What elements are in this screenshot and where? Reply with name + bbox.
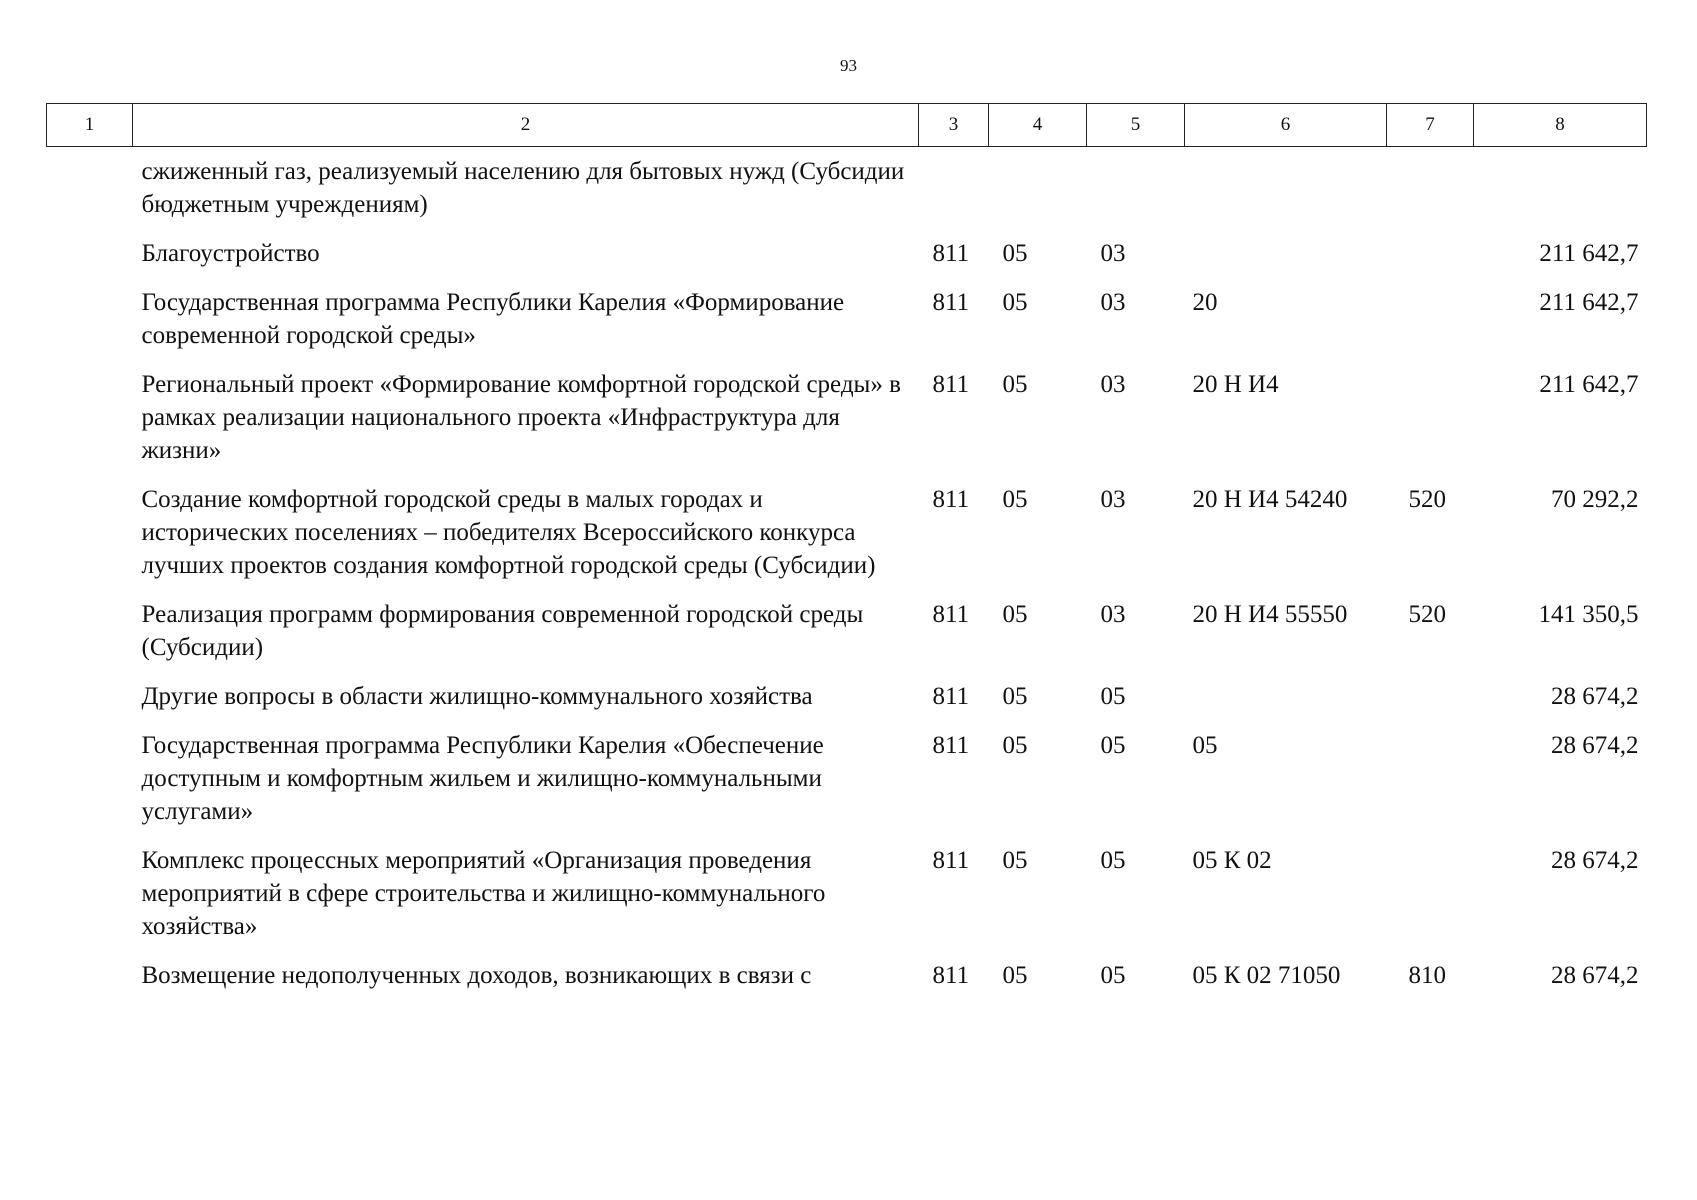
row-target-code [1185,680,1387,729]
row-amount: 28 674,2 [1551,732,1639,759]
row-amount: 70 292,2 [1551,486,1639,513]
row-section-code [989,147,1087,238]
row-amount: 141 350,5 [1538,601,1639,628]
row-section-code: 05 [1002,732,1028,759]
table-row [47,729,1647,844]
row-subsection-code: 03 [1100,240,1126,267]
row-index-cell [47,729,133,844]
row-target-code: 05 К 02 [1192,847,1272,874]
column-header: 5 [1087,104,1185,147]
row-index-cell [47,844,133,959]
row-section-code: 05 [1002,683,1028,710]
column-header: 2 [133,104,919,147]
row-subsection-code: 05 [1100,962,1126,989]
row-expense-type [1387,286,1474,368]
table-row [47,680,1647,729]
row-subsection-code: 05 [1100,732,1126,759]
row-ministry-code: 811 [932,240,970,267]
row-ministry-code: 811 [932,371,970,398]
row-ministry-code: 811 [932,962,970,989]
row-target-code: 05 [1192,732,1218,759]
row-target-code [1185,147,1387,238]
row-subsection-code: 03 [1100,601,1126,628]
row-description: сжиженный газ, реализуемый населению для бытовых нужд (Субсидии бюджетным учреждениям) [141,158,905,218]
row-expense-type: 520 [1408,601,1446,628]
row-section-code: 05 [1002,486,1028,513]
row-target-code: 20 Н И4 54240 [1192,486,1348,513]
row-description: Благоустройство [141,240,320,267]
column-header: 8 [1474,104,1647,147]
row-description: Государственная программа Республики Карелия «Формирование современной городской среды» [141,289,845,349]
table-row [47,483,1647,598]
row-target-code: 20 Н И4 [1192,371,1279,398]
row-index-cell [47,483,133,598]
row-section-code: 05 [1002,289,1028,316]
row-description: Создание комфортной городской среды в малых городах и исторических поселениях – победителях Всероссийского конкурса лучших проектов создания комфортной городской среды (Субсидии) [141,486,876,579]
row-amount: 28 674,2 [1551,683,1639,710]
table-row [47,844,1647,959]
table-row [47,368,1647,483]
row-description: Государственная программа Республики Карелия «Обеспечение доступным и комфортным жильем и жилищно-коммунальными услугами» [141,732,824,825]
row-index-cell [47,959,133,1008]
row-ministry-code: 811 [932,732,970,759]
row-expense-type: 810 [1408,962,1446,989]
row-subsection-code: 03 [1100,486,1126,513]
row-index-cell [47,147,133,238]
column-header: 1 [47,104,133,147]
row-ministry-code: 811 [932,847,970,874]
row-section-code: 05 [1002,371,1028,398]
budget-table [46,103,1647,1008]
row-target-code: 05 К 02 71050 [1192,962,1341,989]
row-subsection-code: 03 [1100,371,1126,398]
row-ministry-code [919,147,989,238]
table-row [47,286,1647,368]
row-description: Другие вопросы в области жилищно-коммунального хозяйства [141,683,813,710]
row-index-cell [47,237,133,286]
row-amount: 211 642,7 [1539,289,1639,316]
table-row [47,959,1647,1008]
row-description: Возмещение недополученных доходов, возникающих в связи с [141,962,812,989]
row-section-code: 05 [1002,847,1028,874]
table-row [47,147,1647,238]
row-subsection-code: 05 [1100,847,1126,874]
row-subsection-code [1087,147,1185,238]
row-ministry-code: 811 [932,683,970,710]
row-section-code: 05 [1002,962,1028,989]
row-section-code: 05 [1002,601,1028,628]
row-ministry-code: 811 [932,289,970,316]
row-section-code: 05 [1002,240,1028,267]
row-description: Реализация программ формирования современной городской среды (Субсидии) [141,601,864,661]
row-index-cell [47,368,133,483]
row-subsection-code: 03 [1100,289,1126,316]
table-row [47,237,1647,286]
row-ministry-code: 811 [932,601,970,628]
column-header: 7 [1387,104,1474,147]
row-subsection-code: 05 [1100,683,1126,710]
row-description: Региональный проект «Формирование комфортной городской среды» в рамках реализации национального проекта «Инфраструктура для жизни» [141,371,901,464]
row-ministry-code: 811 [932,486,970,513]
table-row [47,598,1647,680]
row-index-cell [47,286,133,368]
row-target-code [1185,237,1387,286]
column-header: 6 [1185,104,1387,147]
row-expense-type [1387,147,1474,238]
row-expense-type [1387,729,1474,844]
column-header: 3 [919,104,989,147]
row-target-code: 20 [1192,289,1218,316]
column-header: 4 [989,104,1087,147]
row-target-code: 20 Н И4 55550 [1192,601,1348,628]
row-index-cell [47,598,133,680]
row-description: Комплекс процессных мероприятий «Организация проведения мероприятий в сфере строительства и жилищно-коммунального хозяйства» [141,847,826,940]
row-expense-type [1387,368,1474,483]
row-amount: 211 642,7 [1539,240,1639,267]
row-amount: 28 674,2 [1551,847,1639,874]
row-expense-type: 520 [1408,486,1446,513]
row-amount: 211 642,7 [1539,371,1639,398]
page-number: 93 [840,56,857,75]
row-expense-type [1387,680,1474,729]
row-amount: 28 674,2 [1551,962,1639,989]
table-header-row [47,104,1647,147]
row-expense-type [1387,844,1474,959]
row-expense-type [1387,237,1474,286]
row-amount [1474,147,1647,238]
row-index-cell [47,680,133,729]
